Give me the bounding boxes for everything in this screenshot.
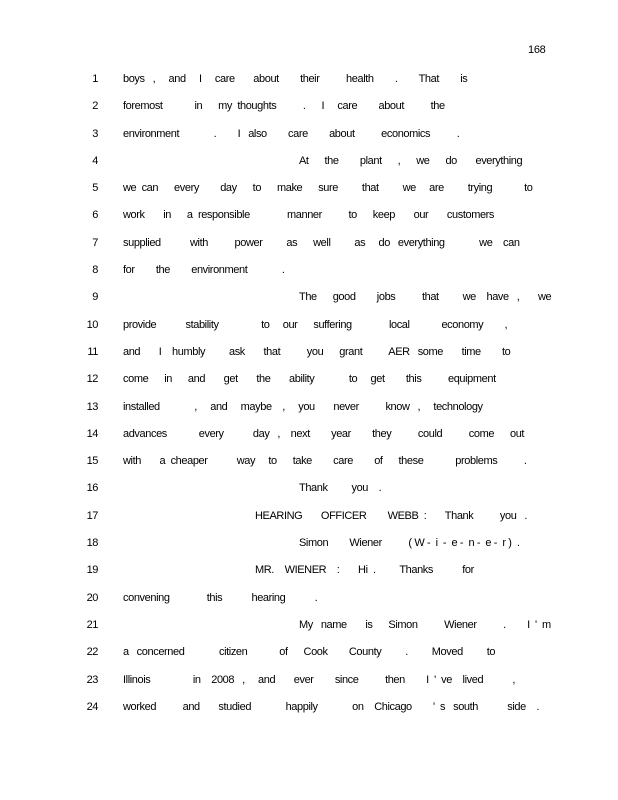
line-number: 21 bbox=[86, 618, 98, 631]
line-number: 23 bbox=[86, 673, 98, 686]
line-text: installed , and maybe , you never know , technology bbox=[123, 400, 483, 413]
page-number: 168 bbox=[528, 44, 546, 56]
line-number: 13 bbox=[86, 400, 98, 413]
line-number: 10 bbox=[86, 318, 98, 331]
line-text: Simon Wiener ( W - i - e - n - e - r ) . bbox=[299, 537, 520, 550]
transcript-line bbox=[0, 672, 618, 699]
transcript-line bbox=[0, 262, 618, 289]
line-number: 20 bbox=[86, 591, 98, 604]
line-number: 24 bbox=[86, 700, 98, 713]
line-number: 15 bbox=[86, 455, 98, 468]
transcript-lines bbox=[0, 71, 618, 726]
line-number: 12 bbox=[86, 373, 98, 386]
line-number: 19 bbox=[86, 564, 98, 577]
line-text: environment . I also care about economics . bbox=[123, 127, 460, 140]
transcript-line bbox=[0, 426, 618, 453]
transcript-line bbox=[0, 207, 618, 234]
line-text: At the plant , we do everything bbox=[299, 154, 523, 167]
line-number: 4 bbox=[92, 154, 98, 167]
line-number: 11 bbox=[87, 345, 98, 358]
line-text: MR. WIENER : Hi . Thanks for bbox=[255, 564, 474, 577]
line-number: 2 bbox=[92, 100, 98, 113]
transcript-line bbox=[0, 480, 618, 507]
line-text: Thank you . bbox=[299, 482, 382, 495]
line-text: Illinois in 2008 , and ever since then I ' ve lived , bbox=[123, 673, 516, 686]
line-number: 14 bbox=[86, 427, 98, 440]
transcript-line bbox=[0, 317, 618, 344]
line-text: we can every day to make sure that we are trying to bbox=[123, 182, 533, 195]
transcript-line bbox=[0, 98, 618, 125]
line-number: 8 bbox=[92, 264, 98, 277]
transcript-line bbox=[0, 699, 618, 726]
line-text: foremost in my thoughts . I care about the bbox=[123, 100, 445, 113]
transcript-line bbox=[0, 180, 618, 207]
line-text: boys , and I care about their health . That is bbox=[123, 73, 468, 85]
line-number: 17 bbox=[86, 509, 98, 522]
line-text: HEARING OFFICER WEBB : Thank you . bbox=[255, 509, 528, 522]
line-text: work in a responsible manner to keep our customers bbox=[123, 209, 495, 222]
transcript-line bbox=[0, 562, 618, 589]
line-number: 1 bbox=[92, 73, 98, 85]
line-number: 6 bbox=[92, 209, 98, 222]
line-text: advances every day , next year they could come out bbox=[123, 427, 525, 440]
line-number: 5 bbox=[92, 182, 98, 195]
transcript-line bbox=[0, 126, 618, 153]
line-text: a concerned citizen of Cook County . Moved to bbox=[123, 646, 496, 659]
transcript-line bbox=[0, 289, 618, 316]
line-text: come in and get the ability to get this equipment bbox=[123, 373, 496, 386]
line-text: worked and studied happily on Chicago ' s south side . bbox=[123, 700, 540, 713]
line-text: supplied with power as well as do everything we can bbox=[123, 236, 520, 249]
line-text: for the environment . bbox=[123, 264, 285, 277]
line-number: 7 bbox=[92, 236, 98, 249]
line-text: provide stability to our suffering local economy , bbox=[123, 318, 508, 331]
line-number: 18 bbox=[86, 537, 98, 550]
line-number: 16 bbox=[86, 482, 98, 495]
transcript-line bbox=[0, 453, 618, 480]
transcript-line bbox=[0, 235, 618, 262]
transcript-line bbox=[0, 71, 618, 98]
line-text: convening this hearing . bbox=[123, 591, 318, 604]
line-number: 3 bbox=[92, 127, 98, 140]
line-text: My name is Simon Wiener . I ' m bbox=[299, 618, 551, 631]
transcript-line bbox=[0, 399, 618, 426]
transcript-line bbox=[0, 508, 618, 535]
transcript-line bbox=[0, 371, 618, 398]
transcript-line bbox=[0, 344, 618, 371]
line-text: The good jobs that we have , we bbox=[299, 291, 552, 304]
transcript-line bbox=[0, 590, 618, 617]
transcript-line bbox=[0, 644, 618, 671]
line-number: 9 bbox=[92, 291, 98, 304]
transcript-line bbox=[0, 535, 618, 562]
transcript-line bbox=[0, 617, 618, 644]
transcript-line bbox=[0, 153, 618, 180]
line-number: 22 bbox=[86, 646, 98, 659]
line-text: and I humbly ask that you grant AER some time to bbox=[123, 345, 511, 358]
line-text: with a cheaper way to take care of these problems . bbox=[123, 455, 527, 468]
